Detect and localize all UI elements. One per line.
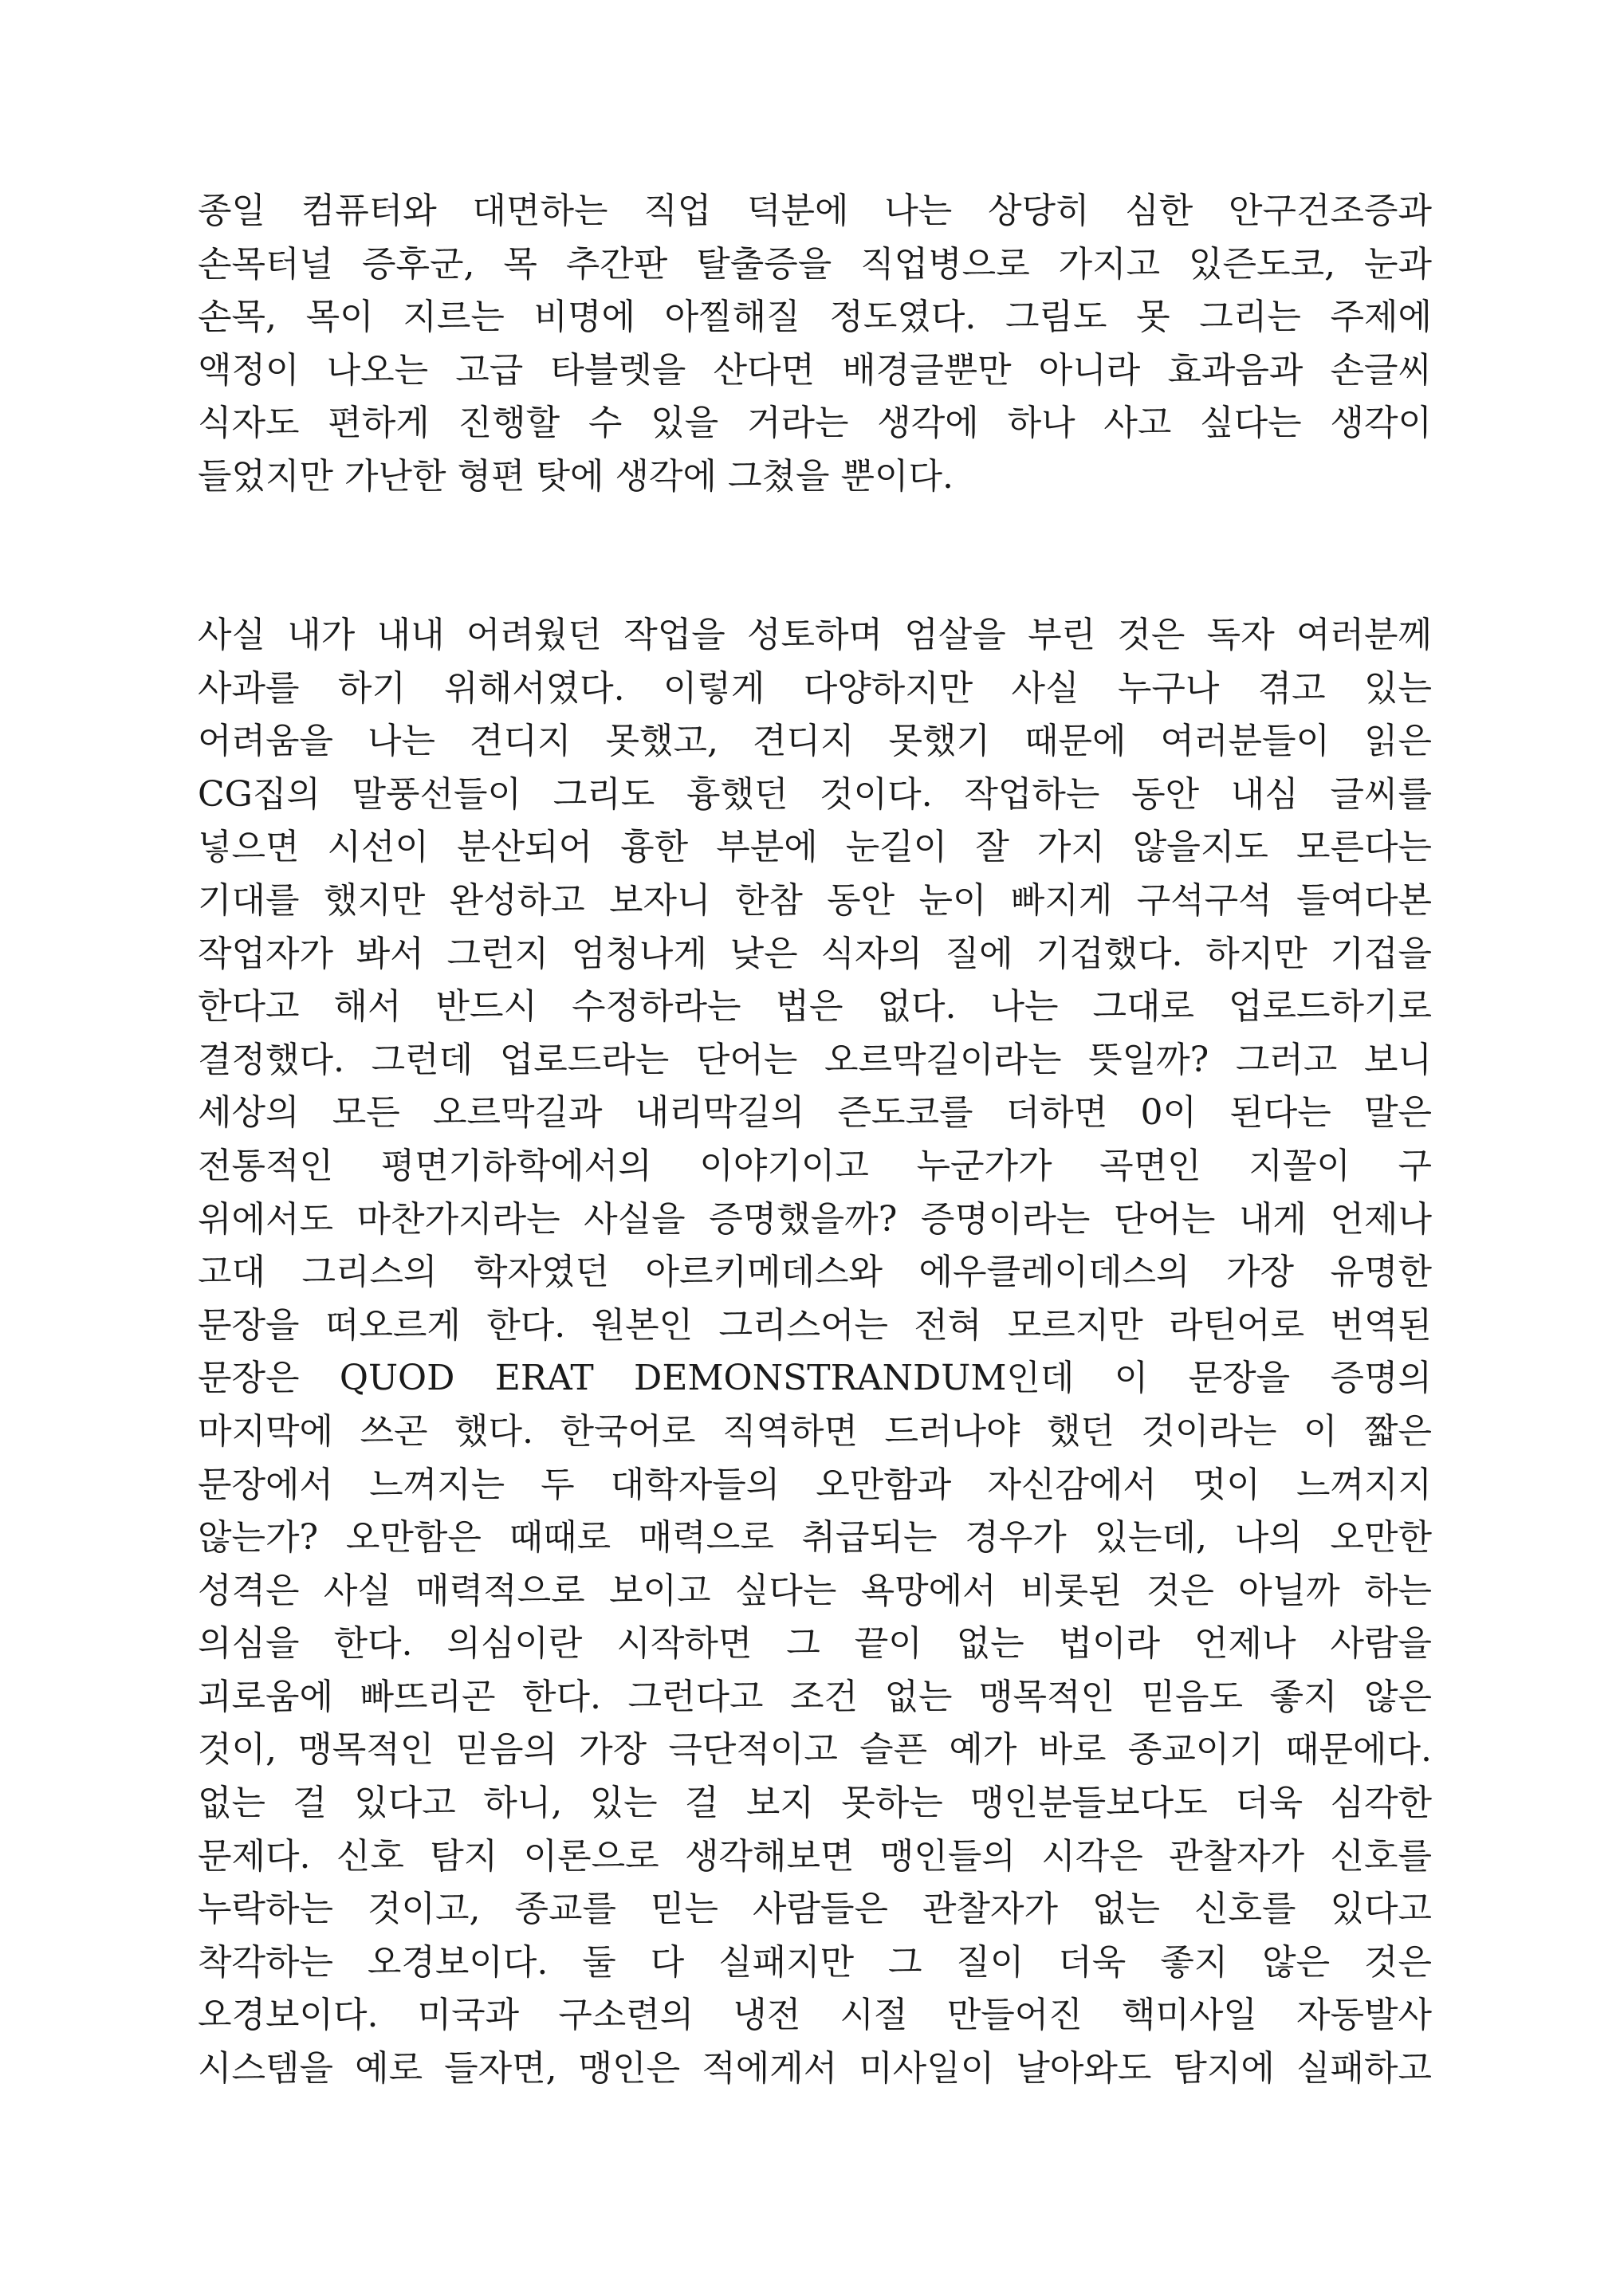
text-line: 문장을 떠오르게 한다. 원본인 그리스어는 전혀 모르지만 라틴어로 번역된 — [198, 1304, 1432, 1346]
text-line: 문장에서 느껴지는 두 대학자들의 오만함과 자신감에서 멋이 느껴지지 — [198, 1464, 1432, 1505]
text-line: 의심을 한다. 의심이란 시작하면 그 끝이 없는 법이라 언제나 사람을 — [198, 1623, 1432, 1665]
text-line: 않는가? 오만함은 때때로 매력으로 취급되는 경우가 있는데, 나의 오만한 — [198, 1517, 1432, 1559]
text-line: 사과를 하기 위해서였다. 이렇게 다양하지만 사실 누구나 겪고 있는 — [198, 667, 1432, 709]
text-line: 문제다. 신호 탐지 이론으로 생각해보면 맹인들의 시각은 관찰자가 신호를 — [198, 1835, 1432, 1877]
text-line: 식자도 편하게 진행할 수 있을 거라는 생각에 하나 사고 싶다는 생각이 — [198, 403, 1432, 444]
text-line: 한다고 해서 반드시 수정하라는 법은 없다. 나는 그대로 업로드하기로 — [198, 986, 1432, 1028]
text-line: 오경보이다. 미국과 구소련의 냉전 시절 만들어진 핵미사일 자동발사 — [198, 1995, 1432, 2036]
text-line: 없는 걸 있다고 하니, 있는 걸 보지 못하는 맹인분들보다도 더욱 심각한 — [198, 1783, 1432, 1824]
text-line: 기대를 했지만 완성하고 보자니 한참 동안 눈이 빠지게 구석구석 들여다본 — [198, 879, 1432, 921]
text-line: 고대 그리스의 학자였던 아르키메데스와 에우클레이데스의 가장 유명한 — [198, 1252, 1432, 1293]
text-line: 문장은 QUOD ERAT DEMONSTRANDUM인데 이 문장을 증명의 — [198, 1358, 1432, 1399]
text-line: 종일 컴퓨터와 대면하는 직업 덕분에 나는 상당히 심한 안구건조증과 — [198, 191, 1432, 231]
text-line: 세상의 모든 오르막길과 내리막길의 즌도코를 더하면 0이 된다는 말은 — [198, 1092, 1432, 1134]
text-line: CG집의 말풍선들이 그리도 흉했던 것이다. 작업하는 동안 내심 글씨를 — [198, 773, 1432, 815]
text-line: 손목, 목이 지르는 비명에 아찔해질 정도였다. 그림도 못 그리는 주제에 — [198, 297, 1432, 338]
text-line: 어려움을 나는 견디지 못했고, 견디지 못했기 때문에 여러분들이 읽은 — [198, 721, 1432, 762]
text-line: 괴로움에 빠뜨리곤 한다. 그런다고 조건 없는 맹목적인 믿음도 좋지 않은 — [198, 1676, 1432, 1717]
text-line: 사실 내가 내내 어려웠던 작업을 성토하며 엄살을 부린 것은 독자 여러분께 — [198, 615, 1432, 655]
text-line: 마지막에 쓰곤 했다. 한국어로 직역하면 드러나야 했던 것이라는 이 짧은 — [198, 1410, 1432, 1452]
text-line: 액정이 나오는 고급 타블렛을 산다면 배경글뿐만 아니라 효과음과 손글씨 — [198, 349, 1432, 391]
text-line: 전통적인 평면기하학에서의 이야기이고 누군가가 곡면인 지꼴이 구 — [198, 1145, 1432, 1186]
paragraph-1 — [198, 185, 1432, 504]
text-line: 넣으면 시선이 분산되어 흉한 부분에 눈길이 잘 가지 않을지도 모른다는 — [198, 827, 1432, 868]
text-line: 위에서도 마찬가지라는 사실을 증명했을까? 증명이라는 단어는 내게 언제나 — [198, 1198, 1432, 1240]
text-line: 누락하는 것이고, 종교를 믿는 사람들은 관찰자가 없는 신호를 있다고 — [198, 1889, 1432, 1930]
text-line: 시스템을 예로 들자면, 맹인은 적에게서 미사일이 날아와도 탐지에 실패하고 — [198, 2048, 1432, 2090]
text-line: 들었지만 가난한 형편 탓에 생각에 그쳤을 뿐이다. — [198, 455, 954, 497]
text-line: 착각하는 오경보이다. 둘 다 실패지만 그 질이 더욱 좋지 않은 것은 — [198, 1941, 1432, 1983]
paragraph-2 — [198, 609, 1432, 2096]
text-line: 작업자가 봐서 그런지 엄청나게 낮은 식자의 질에 기겁했다. 하지만 기겁을 — [198, 933, 1432, 974]
text-line: 것이, 맹목적인 믿음의 가장 극단적이고 슬픈 예가 바로 종교이기 때문에다. — [198, 1729, 1432, 1771]
text-line: 성격은 사실 매력적으로 보이고 싶다는 욕망에서 비롯된 것은 아닐까 하는 — [198, 1570, 1432, 1611]
text-line: 손목터널 증후군, 목 추간판 탈출증을 직업병으로 가지고 있즌도코, 눈과 — [198, 243, 1432, 285]
text-line: 결정했다. 그런데 업로드라는 단어는 오르막길이라는 뜻일까? 그러고 보니 — [198, 1039, 1432, 1080]
